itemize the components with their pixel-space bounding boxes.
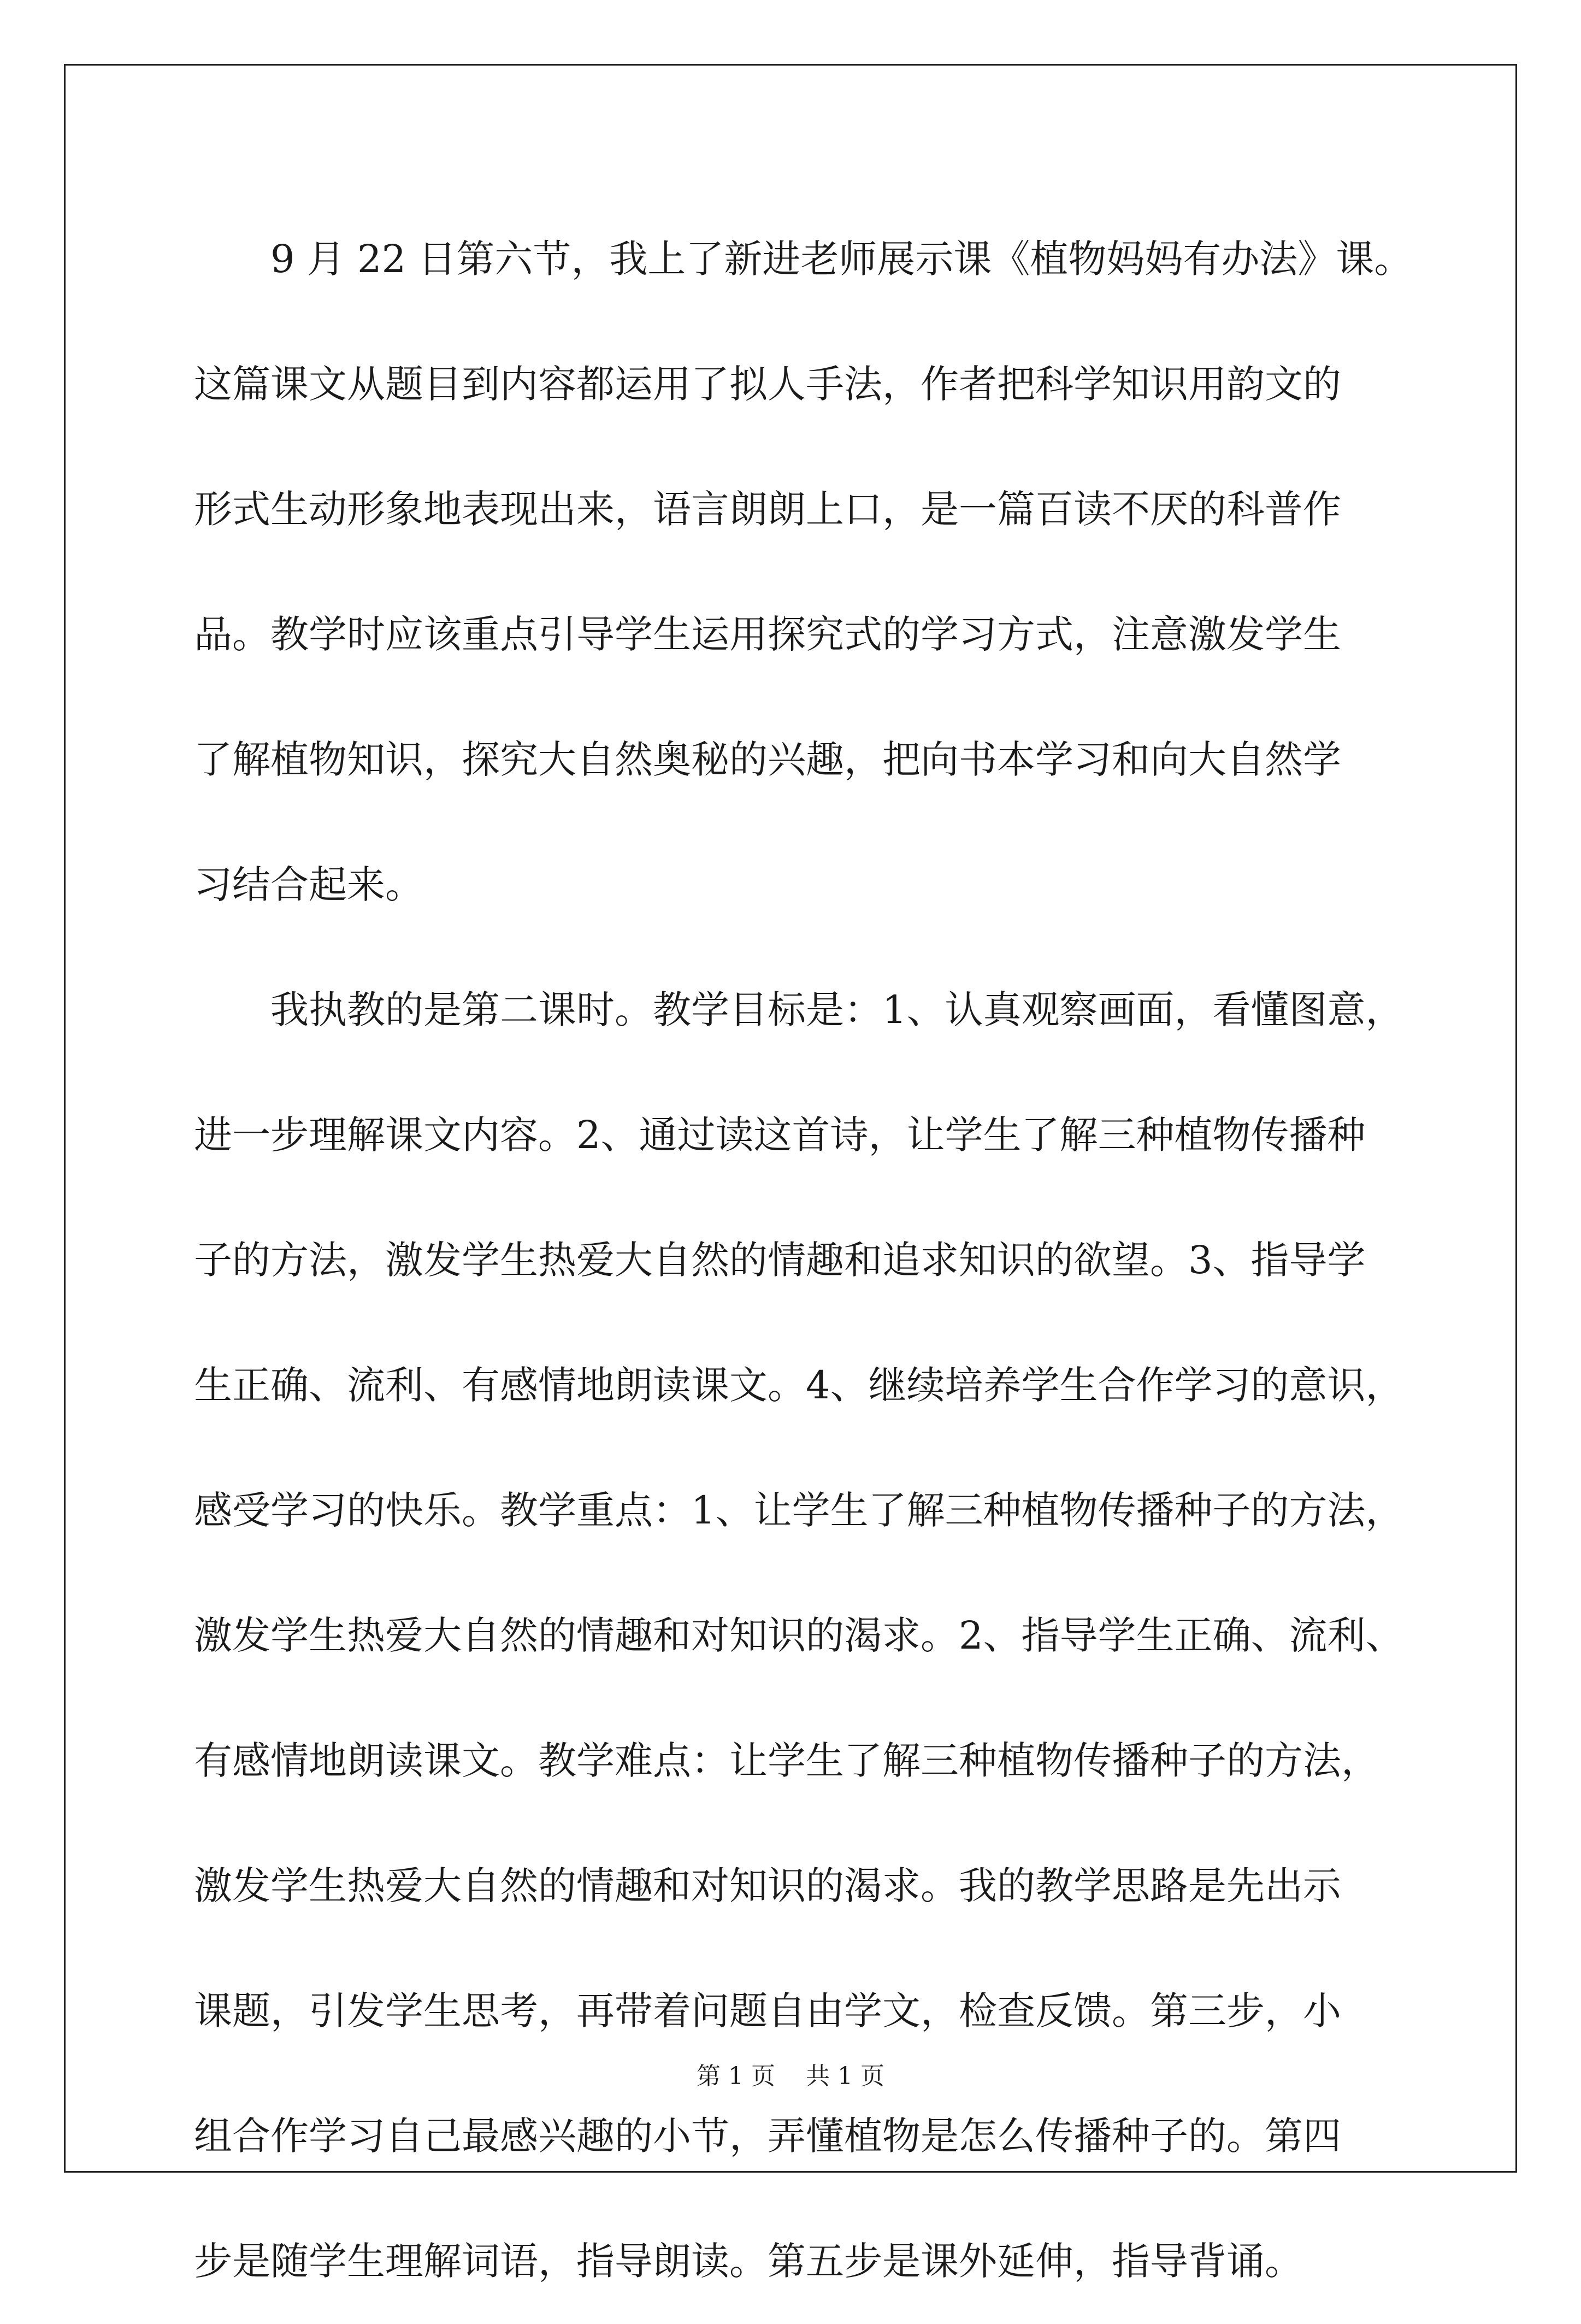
- text-line: 我执教的是第二课时。教学目标是：1、认真观察画面，看懂图意，: [270, 987, 1404, 1032]
- paragraph-1: [194, 197, 1413, 948]
- text-line: 有感情地朗读课文。教学难点：让学生了解三种植物传播种子的方法，: [194, 1738, 1379, 1783]
- page-footer: [0, 2060, 1581, 2093]
- text-line: 品。教学时应该重点引导学生运用探究式的学习方式，注意激发学生: [194, 612, 1341, 657]
- text-line: 习结合起来。: [194, 862, 423, 907]
- text-line: 了解植物知识，探究大自然奥秘的兴趣，把向书本学习和向大自然学: [194, 737, 1341, 782]
- text-line: 9 月 22 日第六节，我上了新进老师展示课《植物妈妈有办法》课。: [270, 237, 1413, 281]
- text-line: 这篇课文从题目到内容都运用了拟人手法，作者把科学知识用韵文的: [194, 362, 1341, 407]
- text-line: 进一步理解课文内容。2、通过读这首诗，让学生了解三种植物传播种: [194, 1113, 1366, 1157]
- document-body: [194, 197, 1413, 2324]
- text-line: 感受学习的快乐。教学重点：1、让学生了解三种植物传播种子的方法，: [194, 1488, 1404, 1533]
- paragraph-2: [194, 948, 1404, 2324]
- page-number-current: 第 1 页: [697, 2062, 775, 2090]
- page-number-total: 共 1 页: [806, 2062, 884, 2090]
- text-line: 生正确、流利、有感情地朗读课文。4、继续培养学生合作学习的意识，: [194, 1363, 1404, 1408]
- text-line: 子的方法，激发学生热爱大自然的情趣和追求知识的欲望。3、指导学: [194, 1238, 1366, 1282]
- text-line: 步是随学生理解词语，指导朗读。第五步是课外延伸，指导背诵。: [194, 2239, 1303, 2284]
- text-line: 激发学生热爱大自然的情趣和对知识的渴求。我的教学思路是先出示: [194, 1863, 1341, 1908]
- text-line: 课题，引发学生思考，再带着问题自由学文，检查反馈。第三步，小: [194, 1988, 1341, 2033]
- text-line: 形式生动形象地表现出来，语言朗朗上口，是一篇百读不厌的科普作: [194, 487, 1341, 532]
- text-line: 激发学生热爱大自然的情趣和对知识的渴求。2、指导学生正确、流利、: [194, 1613, 1404, 1658]
- text-line: 组合作学习自己最感兴趣的小节，弄懂植物是怎么传播种子的。第四: [194, 2114, 1341, 2158]
